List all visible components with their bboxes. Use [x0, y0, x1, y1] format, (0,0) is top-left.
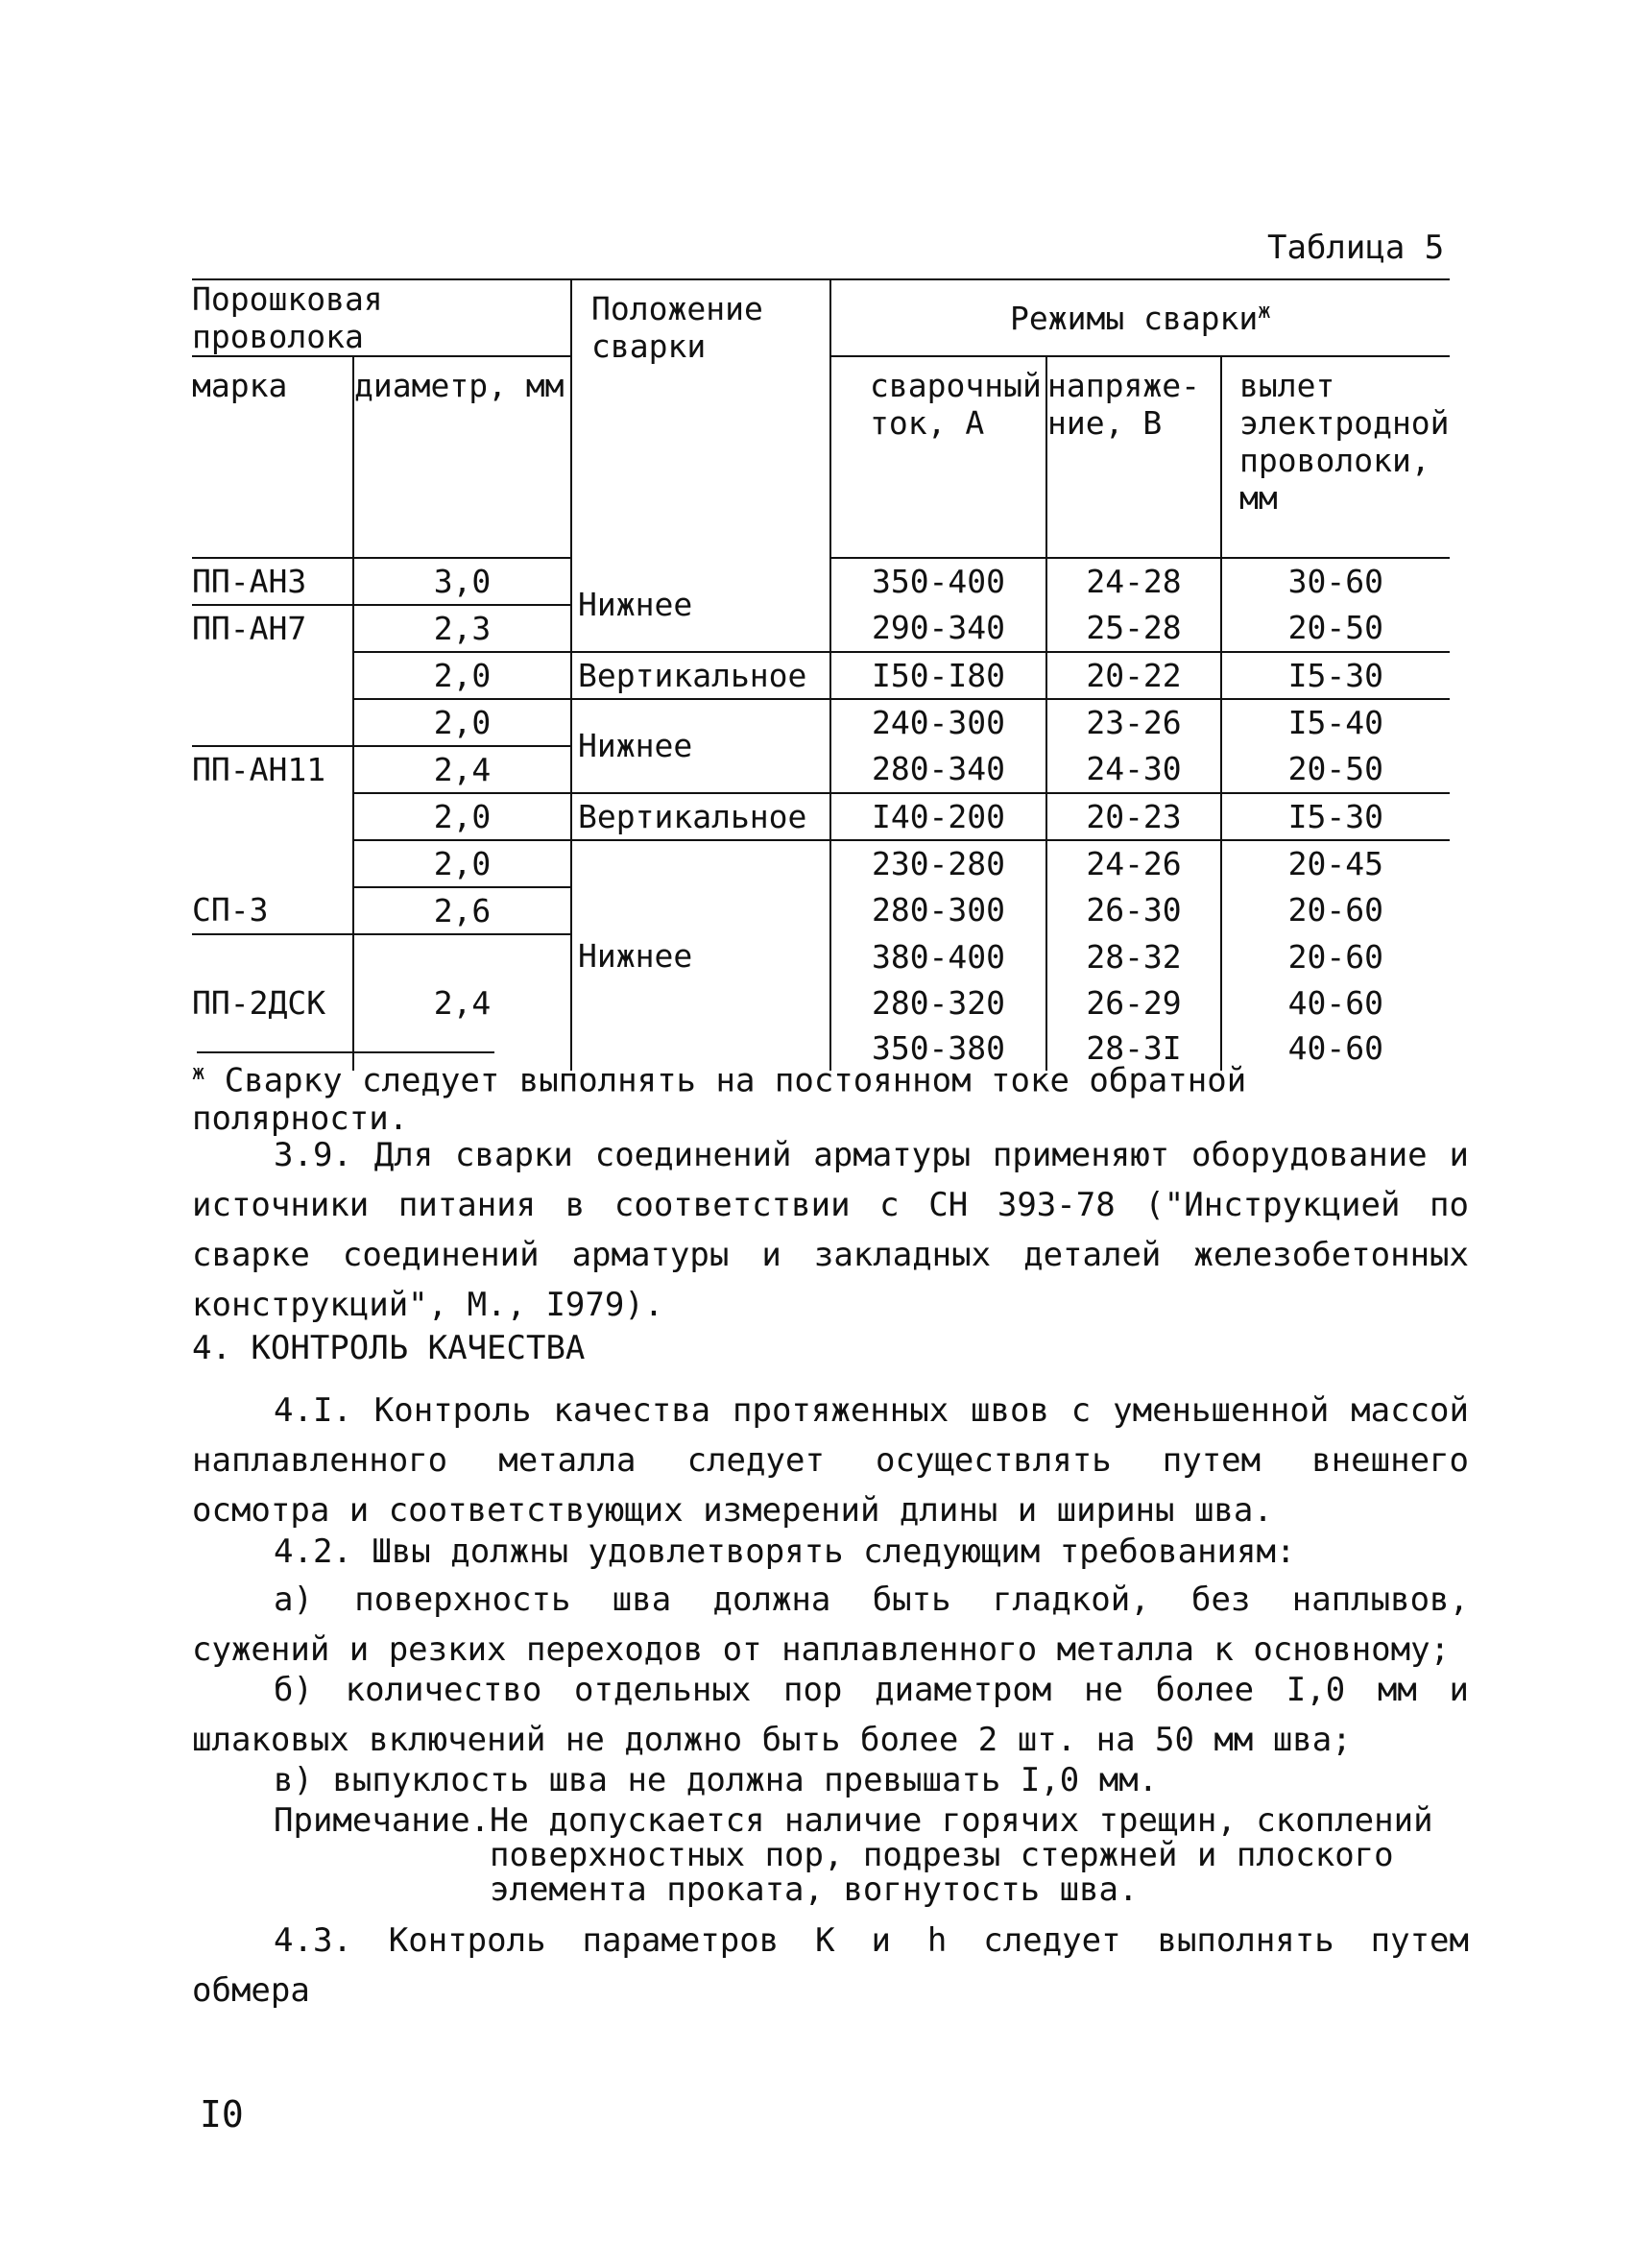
extension-cell: 40-60 — [1221, 1025, 1450, 1071]
voltage-cell: 24-30 — [1046, 746, 1221, 793]
welding-modes-table — [192, 278, 1450, 1071]
voltage-cell: 24-28 — [1046, 558, 1221, 605]
table-row — [192, 558, 1450, 605]
current-cell: 350-380 — [830, 1025, 1046, 1071]
diameter-cell: 2,0 — [353, 840, 571, 887]
extension-cell: 40-60 — [1221, 980, 1450, 1025]
current-cell: 350-400 — [830, 558, 1046, 605]
voltage-cell: 28-3I — [1046, 1025, 1221, 1071]
diameter-cell: 3,0 — [353, 558, 571, 605]
position-cell: Нижнее — [571, 840, 830, 1071]
extension-header: вылет электродной проволоки, мм — [1221, 356, 1450, 558]
section-heading: 4. КОНТРОЛЬ КАЧЕСТВА — [192, 1329, 586, 1367]
current-cell: 290-340 — [830, 605, 1046, 652]
extension-cell: 20-50 — [1221, 746, 1450, 793]
note-label: Примечание. — [274, 1801, 491, 1840]
voltage-cell: 25-28 — [1046, 605, 1221, 652]
extension-cell: I5-40 — [1221, 699, 1450, 746]
diameter-cell: 2,4 — [353, 980, 571, 1025]
footnote-text: Сварку следует выполнять на постоянном токе обратной полярности. — [192, 1061, 1247, 1139]
diameter-header: диаметр, мм — [353, 356, 571, 558]
requirement-a: а) поверхность шва должна быть гладкой, без наплывов, сужений и резких переходов от наплавленного металла к основному; — [192, 1580, 1469, 1669]
diameter-cell: 2,0 — [353, 652, 571, 699]
extension-cell: 20-45 — [1221, 840, 1450, 887]
mark-cell — [192, 934, 353, 980]
extension-cell: 20-60 — [1221, 887, 1450, 934]
diameter-cell: 2,6 — [353, 887, 571, 934]
table-caption: Таблица 5 — [1267, 229, 1445, 267]
table-row — [192, 699, 1450, 746]
extension-cell: 20-50 — [1221, 605, 1450, 652]
mark-cell — [192, 840, 353, 887]
modes-footnote-mark: ж — [1258, 299, 1271, 324]
diameter-cell: 2,3 — [353, 605, 571, 652]
mark-cell: ПП-2ДСК — [192, 984, 326, 1022]
voltage-cell: 24-26 — [1046, 840, 1221, 887]
voltage-cell: 23-26 — [1046, 699, 1221, 746]
voltage-header: напряже-ние, В — [1046, 356, 1221, 558]
current-header: сварочный ток, А — [830, 356, 1046, 558]
note-text: Не допускается наличие горячих трещин, скоплений поверхностных пор, подрезы стержней и плоского элемента проката, вогнутость шва. — [490, 1801, 1433, 1909]
current-cell: 380-400 — [830, 934, 1046, 980]
paragraph-4-2: 4.2. Швы должны удовлетворять следующим требованиям: — [274, 1532, 1296, 1571]
mark-header: марка — [192, 356, 353, 558]
requirement-c: в) выпуклость шва не должна превышать I,0 мм. — [274, 1761, 1159, 1799]
current-cell: 240-300 — [830, 699, 1046, 746]
mark-cell: ПП-АН3 — [192, 563, 307, 600]
paragraph-3-9: 3.9. Для сварки соединений арматуры применяют оборудование и источники питания в соответствии с СН 393-78 ("Инструкцией по сварке соединений арматуры и закладных деталей железобетонных конструкций", М., I979). — [192, 1136, 1469, 1324]
voltage-cell: 20-23 — [1046, 793, 1221, 840]
footnote-mark: ж — [192, 1061, 205, 1085]
requirement-b: б) количество отдельных пор диаметром не более I,0 мм и шлаковых включений не должно быть более 2 шт. на 50 мм шва; — [192, 1671, 1469, 1759]
current-cell: 280-300 — [830, 887, 1046, 934]
modes-header: Режимы сварки$^ж$ — [830, 279, 1450, 356]
current-cell: 280-320 — [830, 980, 1046, 1025]
voltage-cell: 26-30 — [1046, 887, 1221, 934]
extension-cell: I5-30 — [1221, 652, 1450, 699]
position-cell: Нижнее — [571, 699, 830, 793]
voltage-cell: 26-29 — [1046, 980, 1221, 1025]
diameter-cell — [353, 934, 571, 980]
extension-cell: I5-30 — [1221, 793, 1450, 840]
table-row — [192, 840, 1450, 887]
mark-cell: ПП-АН7 — [192, 605, 353, 652]
footnote-rule — [197, 1051, 494, 1053]
position-header: Положение сварки — [571, 279, 830, 558]
footnote — [192, 1061, 1469, 1138]
paragraph-4-3: 4.3. Контроль параметров К и h следует выполнять путем обмера — [192, 1921, 1469, 2010]
wire-group-header: Порошковая проволока — [192, 279, 571, 356]
table-row — [192, 793, 1450, 840]
extension-cell: 30-60 — [1221, 558, 1450, 605]
paragraph-4-1: 4.I. Контроль качества протяженных швов с уменьшенной массой наплавленного металла следует осуществлять путем внешнего осмотра и соответствующих измерений длины и ширины шва. — [192, 1391, 1469, 1530]
diameter-cell: 2,0 — [353, 793, 571, 840]
current-cell: I50-I80 — [830, 652, 1046, 699]
voltage-cell: 28-32 — [1046, 934, 1221, 980]
table-row — [192, 652, 1450, 699]
current-cell: I40-200 — [830, 793, 1046, 840]
current-cell: 280-340 — [830, 746, 1046, 793]
position-cell: Нижнее — [571, 558, 830, 652]
page-number: I0 — [200, 2093, 244, 2135]
position-cell: Вертикальное — [571, 652, 830, 699]
mark-cell — [192, 652, 353, 699]
mark-cell: СП-3 — [192, 891, 269, 929]
extension-cell: 20-60 — [1221, 934, 1450, 980]
diameter-cell: 2,0 — [353, 699, 571, 746]
mark-cell — [192, 699, 353, 746]
note — [274, 1803, 1474, 1907]
mark-cell — [192, 793, 353, 840]
position-cell: Вертикальное — [571, 793, 830, 840]
mark-cell: ПП-АН11 — [192, 746, 353, 793]
diameter-cell: 2,4 — [353, 746, 571, 793]
current-cell: 230-280 — [830, 840, 1046, 887]
voltage-cell: 20-22 — [1046, 652, 1221, 699]
